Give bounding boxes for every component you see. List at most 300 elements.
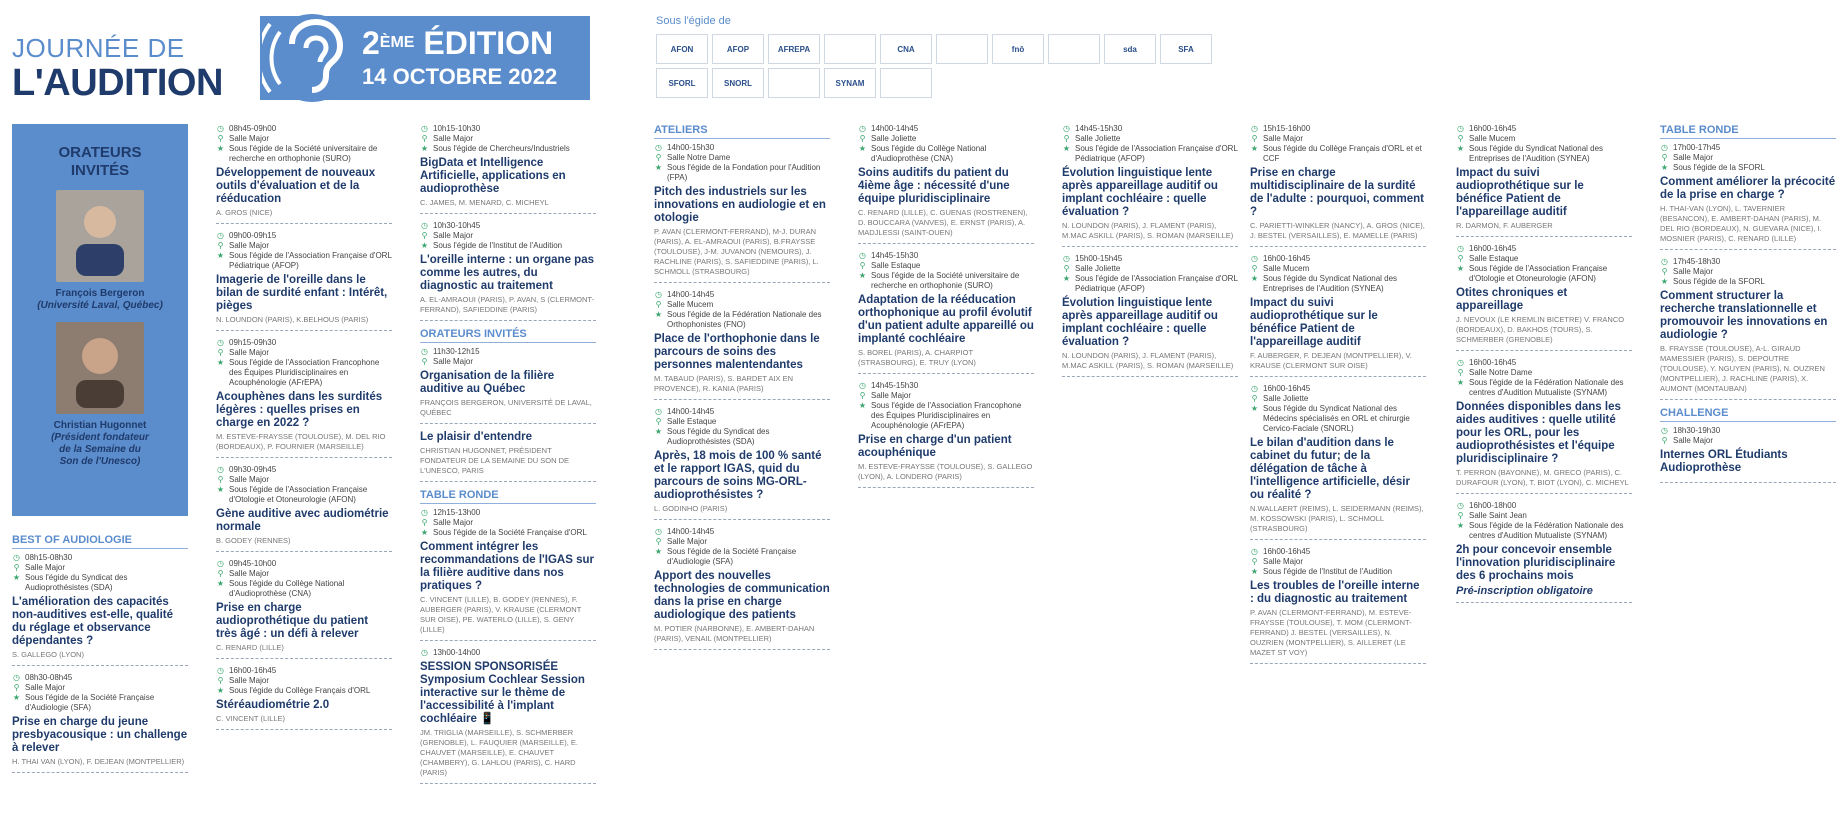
meta-text: Sous l'égide de la Société Française d'Audiologie (SFA) — [667, 547, 797, 566]
clock-icon: ◷ — [859, 381, 866, 390]
slot-meta — [1660, 426, 1836, 436]
session-title: Stéréaudiométrie 2.0 — [216, 699, 330, 711]
meta-text: 14h00-15h30 — [667, 143, 715, 152]
meta-text: 18h30-19h30 — [1673, 426, 1721, 435]
star-icon: ★ — [216, 251, 225, 260]
program-slot — [420, 508, 596, 641]
slot-meta — [216, 686, 392, 696]
clock-icon: ◷ — [655, 527, 662, 536]
slot-meta — [12, 553, 188, 563]
location-icon: ⚲ — [1457, 368, 1464, 377]
location-icon: ⚲ — [655, 417, 662, 426]
clock-icon: ◷ — [13, 673, 20, 682]
meta-text: 14h00-14h45 — [667, 527, 715, 536]
meta-text: Salle Major — [433, 231, 474, 240]
slot-meta — [654, 427, 830, 447]
meta-text: Salle Major — [229, 348, 270, 357]
slot-meta — [216, 485, 392, 505]
slot-meta — [1660, 163, 1836, 173]
location-icon: ⚲ — [859, 261, 866, 270]
column-best-of — [12, 534, 188, 780]
meta-text: 16h00-18h00 — [1469, 501, 1517, 510]
speaker1-role: (Université Laval, Québec) — [37, 300, 163, 311]
slot-meta — [1062, 274, 1238, 294]
meta-text: Salle Major — [229, 475, 270, 484]
column-table-ronde — [1660, 124, 1836, 490]
program-slot — [858, 381, 1034, 488]
meta-text: 17h45-18h30 — [1673, 257, 1721, 266]
slot-meta — [654, 417, 830, 427]
slot-meta — [654, 300, 830, 310]
location-icon: ⚲ — [217, 569, 224, 578]
star-icon: ★ — [654, 547, 663, 556]
slot-meta — [1456, 511, 1632, 521]
meta-text: Sous l'égide du Syndicat National des Entreprises de l'Audition (SYNEA) — [1469, 144, 1604, 163]
slot-meta — [1250, 144, 1426, 164]
slot-meta — [1250, 394, 1426, 404]
program-slot — [420, 431, 596, 482]
clock-icon: ◷ — [1457, 501, 1464, 510]
session-speakers: H. THAI VAN (LYON), F. DEJEAN (MONTPELLIER) — [12, 757, 185, 766]
location-icon: ⚲ — [655, 537, 662, 546]
session-title: Internes ORL Étudiants Audioprothèse — [1660, 449, 1788, 474]
meta-text: Sous l'égide de la Fédération Nationale des centres d'Audition Mutualiste (SYNAM) — [1469, 378, 1624, 397]
meta-text: Sous l'égide du Collège National d'Audioprothèse (CNA) — [229, 579, 345, 598]
star-icon: ★ — [1456, 378, 1465, 387]
session-speakers: P. AVAN (CLERMONT-FERRAND), M. ESTEVE-FRAYSSE (TOULOUSE), T. MOM (CLERMONT-FERRAND) J. BESTEL (VERSAILLES), N. OUZRIEN (MONTPELLIER), S. AILLERET (LE MAZET ST VOY) — [1250, 608, 1412, 657]
session-speakers: S. BOREL (PARIS), A. CHARPIOT (STRASBOURG), E. TRUY (LYON) — [858, 348, 976, 367]
session-title: Prise en charge du jeune presbyacousique : un challenge à relever — [12, 716, 188, 754]
session-title: Imagerie de l'oreille dans le bilan de surdité enfant : Intérêt, pièges — [216, 274, 388, 312]
session-speakers: C. PARIETTI-WINKLER (NANCY), A. GROS (NICE), J. BESTEL (VERSAILLES), E. MAMELLE (PARIS) — [1250, 221, 1425, 240]
meta-text: Sous l'égide de l'Institut de l'Audition — [1263, 567, 1393, 576]
edition-label: 2ÈME ÉDITION — [362, 25, 554, 61]
slot-meta — [1250, 557, 1426, 567]
meta-text: Sous l'égide de la Fédération Nationale des Orthophonistes (FNO) — [667, 310, 822, 329]
program-slot — [216, 231, 392, 331]
meta-text: Sous l'égide de l'Association Francophone des Équipes Pluridisciplinaires en Acouphénologie (AFrEPA) — [871, 401, 1022, 430]
session-speakers: CHRISTIAN HUGONNET, PRÉSIDENT FONDATEUR DE LA SEMAINE DU SON DE L'UNESCO, PARIS — [420, 446, 570, 475]
session-title: Comment intégrer les recommandations de l'IGAS sur la filière auditive dans nos pratiques ? — [420, 541, 594, 592]
star-icon: ★ — [858, 401, 867, 410]
slot-meta — [12, 693, 188, 713]
session-title: Comment structurer la recherche translationnelle et promouvoir les innovations en audiologie ? — [1660, 290, 1828, 341]
slot-meta — [420, 347, 596, 357]
program-slot — [1456, 358, 1632, 494]
slot-meta — [654, 407, 830, 417]
slot-meta — [1660, 143, 1836, 153]
star-icon: ★ — [858, 144, 867, 153]
meta-text: 15h15-16h00 — [1263, 124, 1311, 133]
location-icon: ⚲ — [1251, 394, 1258, 403]
meta-text: 08h15-08h30 — [25, 553, 73, 562]
person-icon — [70, 328, 130, 408]
meta-text: 14h45-15h30 — [871, 381, 919, 390]
program-slot — [858, 251, 1034, 374]
slot-meta — [858, 271, 1034, 291]
meta-text: Sous l'égide de l'Association Française d'ORL Pédiatrique (AFOP) — [229, 251, 392, 270]
session-title: Otites chroniques et appareillage — [1456, 287, 1568, 312]
orateurs-box — [12, 124, 188, 516]
star-icon: ★ — [216, 144, 225, 153]
session-speakers: M. ESTEVE-FRAYSSE (TOULOUSE), S. GALLEGO (LYON), A. LONDERO (PARIS) — [858, 462, 1033, 481]
location-icon: ⚲ — [421, 134, 428, 143]
session-title: Comment améliorer la précocité de la prise en charge ? — [1660, 176, 1836, 201]
meta-text: Sous l'égide de la Société Française d'ORL — [433, 528, 587, 537]
program-slot — [1660, 426, 1836, 483]
partner-logo — [936, 34, 988, 64]
partner-logo: SFORL — [656, 68, 708, 98]
star-icon: ★ — [1250, 144, 1259, 153]
slot-meta — [420, 221, 596, 231]
program-slot — [420, 648, 596, 784]
slot-meta — [1456, 254, 1632, 264]
slot-meta — [654, 537, 830, 547]
slot-meta — [1062, 254, 1238, 264]
program-slot — [1062, 254, 1238, 377]
program-slot — [1250, 547, 1426, 664]
slot-meta — [654, 290, 830, 300]
meta-text: Sous l'égide de la Société universitaire de recherche en orthophonie (SURO) — [229, 144, 378, 163]
meta-text: Salle Major — [433, 134, 474, 143]
clock-icon: ◷ — [1661, 426, 1668, 435]
location-icon: ⚲ — [13, 563, 20, 572]
session-title: L'amélioration des capacités non-auditives est-elle, qualité du réglage et observance dépendantes ? — [12, 596, 174, 647]
partner-logo: AFOP — [712, 34, 764, 64]
meta-text: Salle Joliette — [1075, 264, 1121, 273]
slot-meta — [654, 310, 830, 330]
location-icon: ⚲ — [217, 241, 224, 250]
slot-meta — [1456, 124, 1632, 134]
meta-text: 16h00-16h45 — [1263, 254, 1311, 263]
clock-icon: ◷ — [1251, 547, 1258, 556]
program-slot — [654, 407, 830, 520]
column-ateliers-2 — [858, 124, 1034, 495]
session-speakers: T. PERRON (BAYONNE), M. GRECO (PARIS), C. DURAFOUR (LYON), T. BIOT (LYON), C. MICHEYL — [1456, 468, 1629, 487]
slot-meta — [420, 357, 596, 367]
slot-meta — [216, 475, 392, 485]
clock-icon: ◷ — [217, 559, 224, 568]
meta-text: 16h00-16h45 — [229, 666, 277, 675]
location-icon: ⚲ — [859, 134, 866, 143]
slot-meta — [1456, 521, 1632, 541]
speaker2-name: Christian Hugonnet — [53, 420, 147, 431]
partner-logo — [1048, 34, 1100, 64]
program-slot — [420, 124, 596, 214]
slot-meta — [1456, 134, 1632, 144]
clock-icon: ◷ — [859, 251, 866, 260]
meta-text: Sous l'égide du Syndicat des Audioprothésistes (SDA) — [667, 427, 770, 446]
partner-logo: SYNAM — [824, 68, 876, 98]
star-icon: ★ — [216, 358, 225, 367]
slot-meta — [1250, 404, 1426, 434]
slot-meta — [420, 508, 596, 518]
location-icon: ⚲ — [859, 391, 866, 400]
location-icon: ⚲ — [1063, 264, 1070, 273]
slot-meta — [1250, 547, 1426, 557]
partner-logo: SFA — [1160, 34, 1212, 64]
session-title: Évolution linguistique lente après appareillage auditif ou implant cochléaire : quelle évaluation ? — [1062, 167, 1218, 218]
clock-icon: ◷ — [421, 221, 428, 230]
meta-text: Sous l'égide du Collège Français d'ORL — [229, 686, 371, 695]
clock-icon: ◷ — [217, 465, 224, 474]
meta-text: 16h00-16h45 — [1469, 124, 1517, 133]
meta-text: Sous l'égide de la SFORL — [1673, 277, 1765, 286]
slot-meta — [420, 124, 596, 134]
meta-text: Sous l'égide de la SFORL — [1673, 163, 1765, 172]
session-speakers: M. ESTEVE-FRAYSSE (TOULOUSE), M. DEL RIO (BORDEAUX), P. FOURNIER (MARSEILLE) — [216, 432, 386, 451]
slot-meta — [1062, 264, 1238, 274]
slot-meta — [216, 134, 392, 144]
meta-text: 09h45-10h00 — [229, 559, 277, 568]
star-icon: ★ — [12, 573, 21, 582]
session-title: Évolution linguistique lente après appareillage auditif ou implant cochléaire : quelle évaluation ? — [1062, 297, 1218, 348]
meta-text: Salle Major — [1263, 557, 1304, 566]
meta-text: Sous l'égide de la Fédération Nationale des centres d'Audition Mutualiste (SYNAM) — [1469, 521, 1624, 540]
slot-meta — [654, 143, 830, 153]
meta-text: Sous l'égide de Chercheurs/Industriels — [433, 144, 570, 153]
section-heading: CHALLENGE — [1660, 407, 1836, 422]
program-slot — [1456, 244, 1632, 351]
session-speakers: C. VINCENT (LILLE) — [216, 714, 286, 723]
star-icon: ★ — [1062, 274, 1071, 283]
slot-meta — [216, 559, 392, 569]
session-title: Adaptation de la rééducation orthophonique au profil évolutif d'un patient adulte appareillé ou implanté cochléaire — [858, 294, 1034, 345]
partner-logo: fnô — [992, 34, 1044, 64]
star-icon: ★ — [216, 686, 225, 695]
slot-meta — [1456, 501, 1632, 511]
meta-text: 15h00-15h45 — [1075, 254, 1123, 263]
title-line2: L'AUDITION — [12, 62, 223, 104]
location-icon: ⚲ — [1251, 557, 1258, 566]
meta-text: 08h30-08h45 — [25, 673, 73, 682]
location-icon: ⚲ — [1457, 134, 1464, 143]
meta-text: Salle Mucem — [1263, 264, 1310, 273]
meta-text: Sous l'égide du Syndicat des Audioprothésistes (SDA) — [25, 573, 128, 592]
location-icon: ⚲ — [421, 231, 428, 240]
slot-meta — [1250, 124, 1426, 134]
slot-meta — [1250, 274, 1426, 294]
slot-meta — [216, 144, 392, 164]
meta-text: Salle Joliette — [871, 134, 917, 143]
session-title: Place de l'orthophonie dans le parcours de soins des personnes malentendantes — [654, 333, 820, 371]
meta-text: Salle Major — [229, 569, 270, 578]
partner-logo: CNA — [880, 34, 932, 64]
star-icon: ★ — [420, 528, 429, 537]
slot-meta — [216, 358, 392, 388]
speaker1-name: François Bergeron — [55, 288, 145, 299]
session-speakers: J. NEVOUX (LE KREMLIN BICETRE) V. FRANCO (BORDEAUX), D. BAKHOS (TOURS), S. SCHMERBER (GRENOBLE) — [1456, 315, 1625, 344]
partner-logo: sda — [1104, 34, 1156, 64]
partner-logo: AFON — [656, 34, 708, 64]
program-slot — [1456, 501, 1632, 603]
star-icon: ★ — [654, 163, 663, 172]
slot-meta — [420, 134, 596, 144]
program-slot — [1062, 124, 1238, 247]
session-speakers: A. EL-AMRAOUI (PARIS), P. AVAN, S (CLERMONT-FERRAND), SAFIEDDINE (PARIS) — [420, 295, 595, 314]
meta-text: Salle Major — [667, 537, 708, 546]
section-heading: TABLE RONDE — [1660, 124, 1836, 139]
program-slot — [420, 221, 596, 321]
star-icon: ★ — [1250, 274, 1259, 283]
speaker-photo — [56, 322, 144, 414]
meta-text: Salle Estaque — [871, 261, 921, 270]
location-icon: ⚲ — [1457, 254, 1464, 263]
star-icon: ★ — [1456, 264, 1465, 273]
partner-logo — [768, 68, 820, 98]
session-title: Le plaisir d'entendre — [420, 431, 533, 443]
session-speakers: P. AVAN (CLERMONT-FERRAND), M-J. DURAN (PARIS), A. EL-AMRAOUI (PARIS), B.FRAYSSE (TOULOUSE), J-M. JUVANON (NEMOURS), J. RACHLINE (PARIS), S. SAFIEDDINE (PARIS), L. SCHMOLL (STRASBOURG) — [654, 227, 819, 276]
meta-text: Sous l'égide de l'Institut de l'Audition — [433, 241, 563, 250]
event-date: 14 OCTOBRE 2022 — [362, 64, 558, 89]
clock-icon: ◷ — [1251, 384, 1258, 393]
session-speakers: A. GROS (NICE) — [216, 208, 273, 217]
clock-icon: ◷ — [421, 508, 428, 517]
clock-icon: ◷ — [217, 231, 224, 240]
meta-text: 10h15-10h30 — [433, 124, 481, 133]
session-title: Gène auditive avec audiométrie normale — [216, 508, 389, 533]
meta-text: Sous l'égide de l'Association Française d'Otologie et Otoneurologie (AFON) — [229, 485, 368, 504]
meta-text: Salle Estaque — [1469, 254, 1519, 263]
meta-text: Sous l'égide du Syndicat National des Entreprises de l'Audition (SYNEA) — [1263, 274, 1398, 293]
session-speakers: C. RENARD (LILLE), C. GUENAS (ROSTRENEN), D. BOUCCARA (VANVES), E. ERNST (PARIS), A. MADJLESSI (SAINT-OUEN) — [858, 208, 1028, 237]
clock-icon: ◷ — [1251, 254, 1258, 263]
meta-text: Sous l'égide du Collège Français d'ORL et et CCF — [1263, 144, 1422, 163]
session-speakers: F. AUBERGER, F. DEJEAN (MONTPELLIER), V. KRAUSE (CLERMONT SUR OISE) — [1250, 351, 1412, 370]
clock-icon: ◷ — [217, 338, 224, 347]
session-speakers: B. FRAYSSE (TOULOUSE), A-L. GIRAUD MAMESSIER (PARIS), S. DEPOUTRE (TOULOUSE), Y. NGUYEN (PARIS), N. OUZREN (MONTPELLIER), J. RACHLINE (PARIS), X. AUMONT (MONTAUBAN) — [1660, 344, 1825, 393]
clock-icon: ◷ — [1063, 254, 1070, 263]
session-note: Pré-inscription obligatoire — [1456, 585, 1593, 597]
program-slot — [12, 673, 188, 773]
session-title: Soins auditifs du patient du 4ième âge : nécessité d'une équipe pluridisciplinaire — [858, 167, 1010, 205]
clock-icon: ◷ — [421, 347, 428, 356]
location-icon: ⚲ — [1251, 134, 1258, 143]
meta-text: Salle Major — [25, 683, 66, 692]
slot-meta — [1456, 368, 1632, 378]
session-speakers: B. GODEY (RENNES) — [216, 536, 291, 545]
star-icon: ★ — [858, 271, 867, 280]
meta-text: Sous l'égide de l'Association Française d'Otologie et Otoneurologie (AFON) — [1469, 264, 1608, 283]
ear-icon — [262, 14, 358, 102]
slot-meta — [1660, 267, 1836, 277]
clock-icon: ◷ — [1661, 257, 1668, 266]
slot-meta — [1250, 264, 1426, 274]
partner-logo: SNORL — [712, 68, 764, 98]
slot-meta — [216, 676, 392, 686]
slot-meta — [216, 465, 392, 475]
session-title: Pitch des industriels sur les innovations en audiologie et en otologie — [654, 186, 826, 224]
slot-meta — [858, 124, 1034, 134]
meta-text: Salle Major — [433, 357, 474, 366]
location-icon: ⚲ — [217, 676, 224, 685]
slot-meta — [654, 153, 830, 163]
session-speakers: C. RENARD (LILLE) — [216, 643, 284, 652]
slot-meta — [420, 241, 596, 251]
star-icon: ★ — [1456, 521, 1465, 530]
location-icon: ⚲ — [1251, 264, 1258, 273]
title-line1: JOURNÉE DE — [12, 33, 185, 63]
egide-label: Sous l'égide de — [656, 15, 731, 27]
slot-meta — [420, 528, 596, 538]
star-icon: ★ — [12, 693, 21, 702]
slot-meta — [420, 518, 596, 528]
star-icon: ★ — [216, 579, 225, 588]
meta-text: Sous l'égide de la Société universitaire de recherche en orthophonie (SURO) — [871, 271, 1020, 290]
meta-text: Salle Mucem — [667, 300, 714, 309]
clock-icon: ◷ — [13, 553, 20, 562]
meta-text: Salle Major — [1263, 134, 1304, 143]
session-title: Prise en charge d'un patient acouphénique — [858, 434, 1012, 459]
location-icon: ⚲ — [421, 518, 428, 527]
meta-text: Salle Major — [871, 391, 912, 400]
meta-text: 14h45-15h30 — [871, 251, 919, 260]
speaker-photo — [56, 190, 144, 282]
program-slot — [1250, 254, 1426, 377]
meta-text: 17h00-17h45 — [1673, 143, 1721, 152]
clock-icon: ◷ — [1063, 124, 1070, 133]
meta-text: Salle Major — [25, 563, 66, 572]
slot-meta — [216, 231, 392, 241]
slot-meta — [216, 569, 392, 579]
slot-meta — [1250, 384, 1426, 394]
meta-text: 16h00-16h45 — [1469, 358, 1517, 367]
meta-text: Sous l'égide de la Fondation pour l'Audition (FPA) — [667, 163, 821, 182]
star-icon: ★ — [1660, 277, 1669, 286]
person-icon — [70, 196, 130, 276]
slot-meta — [1660, 436, 1836, 446]
slot-meta — [216, 251, 392, 271]
meta-text: 16h00-16h45 — [1469, 244, 1517, 253]
session-title: Organisation de la filière auditive au Québec — [420, 370, 555, 395]
slot-meta — [858, 144, 1034, 164]
program-slot — [420, 347, 596, 424]
slot-meta — [1456, 144, 1632, 164]
program-slot — [1250, 124, 1426, 247]
slot-meta — [1062, 124, 1238, 134]
slot-meta — [1456, 378, 1632, 398]
clock-icon: ◷ — [859, 124, 866, 133]
session-speakers: N. LOUNDON (PARIS), J. FLAMENT (PARIS), M.MAC ASKILL (PARIS), S. ROMAN (MARSEILLE) — [1062, 221, 1234, 240]
meta-text: Salle Joliette — [1263, 394, 1309, 403]
partner-logo — [880, 68, 932, 98]
star-icon: ★ — [1250, 404, 1259, 413]
column-afternoon-2 — [1456, 124, 1632, 610]
session-title: Impact du suivi audioprothétique sur le bénéfice Patient de l'appareillage auditif — [1456, 167, 1584, 218]
meta-text: Salle Notre Dame — [667, 153, 731, 162]
meta-text: Sous l'égide de l'Association Française d'ORL Pédiatrique (AFOP) — [1075, 144, 1238, 163]
session-title: Les troubles de l'oreille interne : du diagnostic au traitement — [1250, 580, 1420, 605]
clock-icon: ◷ — [655, 290, 662, 299]
program-slot — [216, 666, 392, 730]
partner-logo — [824, 34, 876, 64]
location-icon: ⚲ — [13, 683, 20, 692]
meta-text: 10h30-10h45 — [433, 221, 481, 230]
clock-icon: ◷ — [421, 124, 428, 133]
program-slot — [216, 465, 392, 552]
session-title: Développement de nouveaux outils d'évaluation et de la rééducation — [216, 167, 376, 205]
slot-meta — [1062, 144, 1238, 164]
slot-meta — [216, 124, 392, 134]
program-slot — [216, 559, 392, 659]
slot-meta — [1456, 264, 1632, 284]
program-slot — [654, 290, 830, 400]
slot-meta — [12, 563, 188, 573]
session-title: Acouphènes dans les surdités légères : quelles prises en charge en 2022 ? — [216, 391, 383, 429]
event-title — [12, 34, 223, 104]
location-icon: ⚲ — [421, 357, 428, 366]
meta-text: Sous l'égide du Collège National d'Audioprothèse (CNA) — [871, 144, 987, 163]
